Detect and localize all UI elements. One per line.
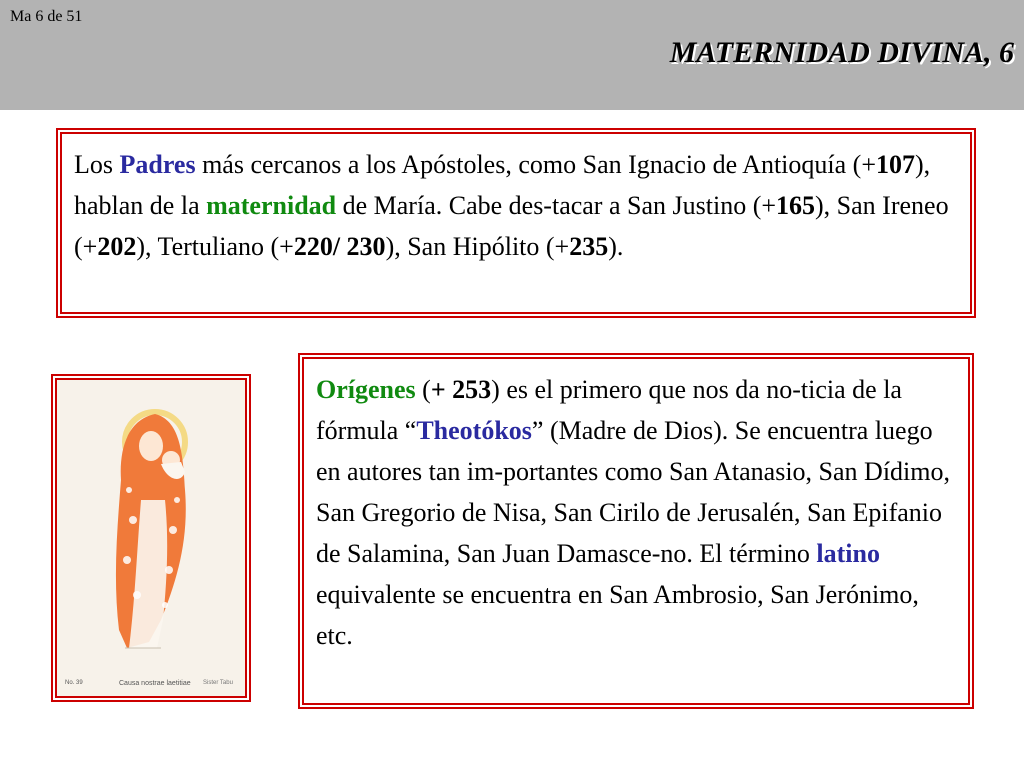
year-235: 235 [569, 232, 609, 261]
year-165: 165 [776, 191, 816, 220]
padres-term: Padres [119, 150, 196, 179]
madonna-illustration [57, 380, 245, 696]
maternidad-term: maternidad [206, 191, 337, 220]
image-caption-number: No. 39 [65, 680, 83, 686]
image-caption-artist: Sister Tabu [203, 680, 233, 686]
year-253: + 253 [430, 375, 492, 404]
madonna-image [55, 378, 247, 698]
origenes-term: Orígenes [316, 375, 416, 404]
theotokos-term: Theotókos [416, 416, 532, 445]
origenes-paragraph: Orígenes (+ 253) es el primero que nos da no-ticia de la fórmula “Theotókos” (Madre de Dios). Se encuentra luego en autores tan im-portantes como San Atanasio, San Dídimo, San Gregorio de Nisa, San Cirilo de Jerusalén, San Epifanio de Salamina, San Juan Damasce-no. El término latino equivalente se encuentra en San Ambrosio, San Jerónimo, etc. [316, 375, 950, 650]
year-202: 202 [97, 232, 137, 261]
slide-title: MATERNIDAD DIVINA, 6 [669, 36, 1014, 69]
padres-paragraph: Los Padres más cercanos a los Apóstoles, como San Ignacio de Antioquía (+107), hablan de la maternidad de María. Cabe des-tacar a San Justino (+165), San Ireneo (+202), Tertuliano (+220/ 230), San Hipólito (+235). [74, 150, 949, 261]
year-220-230: 220/ 230 [293, 232, 386, 261]
slide-counter: Ma 6 de 51 [10, 8, 83, 25]
year-107: 107 [875, 150, 915, 179]
latino-term: latino [816, 539, 880, 568]
origenes-textbox [302, 357, 970, 705]
padres-textbox [60, 132, 972, 314]
image-caption-title: Causa nostrae laetitiae [119, 680, 191, 687]
slide-header [0, 0, 1024, 110]
